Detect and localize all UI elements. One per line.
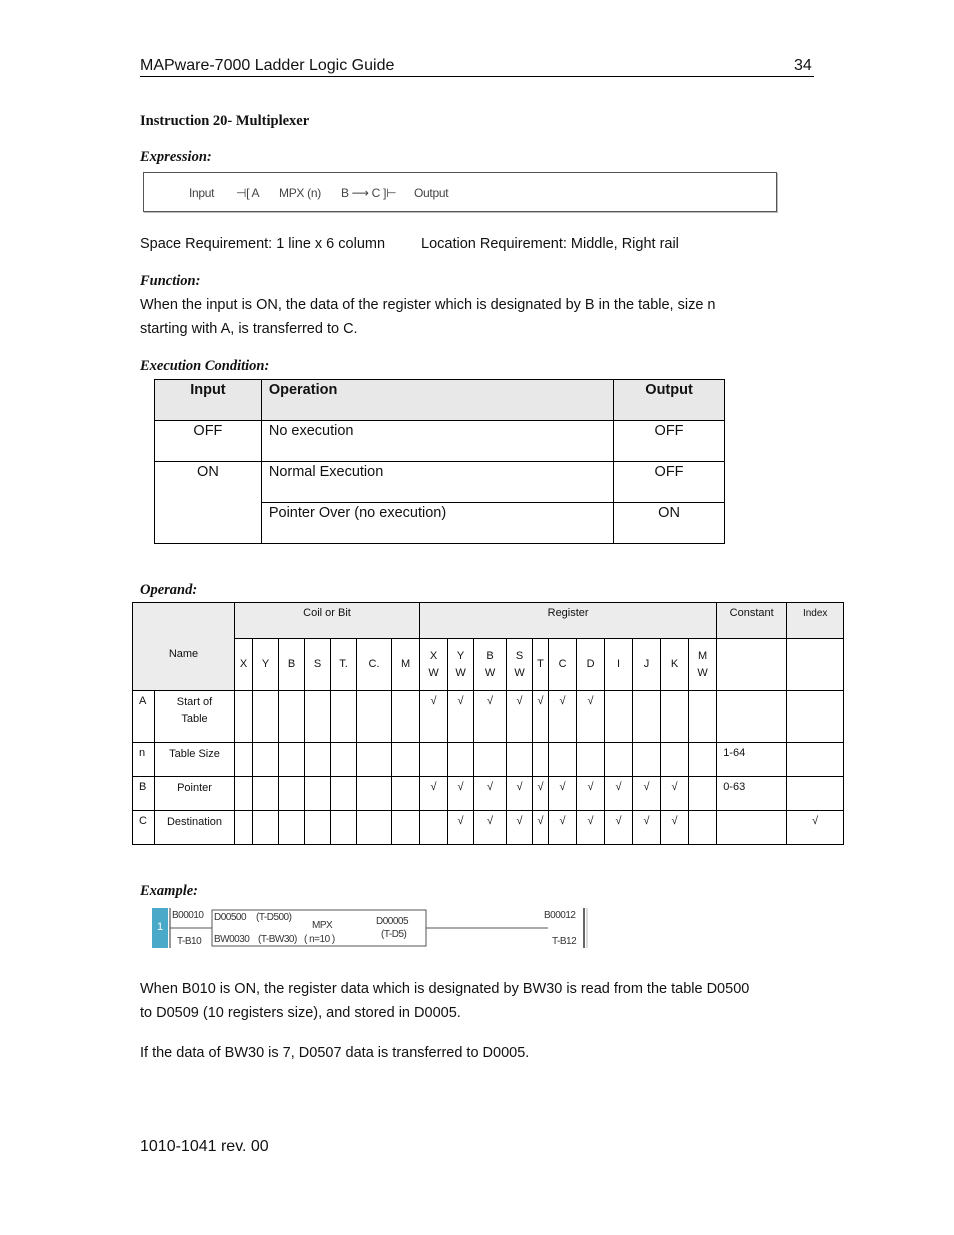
- header-input: Input: [155, 380, 262, 421]
- register-cell: √: [633, 777, 661, 811]
- register-cell: √: [605, 777, 633, 811]
- expr-a: ⊣[ A: [236, 186, 260, 200]
- table-row: [133, 777, 844, 811]
- coil-col-header: C.: [357, 639, 392, 691]
- input-address: B00010: [172, 910, 204, 921]
- coil-col-header: X: [235, 639, 253, 691]
- rung-number: 1: [157, 921, 163, 933]
- register-col-letter: M: [698, 649, 708, 662]
- operand-name: Start of Table: [155, 691, 235, 743]
- index-cell: [787, 691, 844, 743]
- register-cell: √: [577, 777, 605, 811]
- coil-cell: [357, 811, 392, 845]
- register-cell: [507, 743, 533, 777]
- register-cell: √: [507, 811, 533, 845]
- register-cell: √: [507, 691, 533, 743]
- function-name: MPX: [312, 920, 333, 931]
- table-row: [155, 462, 725, 503]
- operand-id: B: [133, 777, 155, 811]
- register-cell: √: [448, 691, 474, 743]
- expr-input: Input: [189, 186, 215, 200]
- register-cell: [689, 777, 717, 811]
- coil-col-header: B: [279, 639, 305, 691]
- coil-cell: [235, 743, 253, 777]
- expr-output: Output: [414, 186, 449, 200]
- register-col-header: [661, 639, 689, 691]
- operand-id: n: [133, 743, 155, 777]
- coil-cell: [253, 777, 279, 811]
- register-col-suffix: W: [428, 666, 439, 679]
- register-cell: √: [661, 777, 689, 811]
- output-tag: T-B12: [552, 936, 577, 947]
- register-cell: [448, 743, 474, 777]
- index-cell: [787, 777, 844, 811]
- register-col-suffix: W: [514, 666, 525, 679]
- register-cell: [533, 743, 549, 777]
- coil-col-header: Y: [253, 639, 279, 691]
- coil-cell: [357, 743, 392, 777]
- operand-name: Table Size: [155, 743, 235, 777]
- footer-revision: 1010-1041 rev. 00: [140, 1138, 269, 1155]
- register-col-suffix: W: [455, 666, 466, 679]
- table-size: ( n=10 ): [304, 934, 335, 945]
- register-col-letter: S: [515, 649, 524, 662]
- operand-id: A: [133, 691, 155, 743]
- register-cell: [577, 743, 605, 777]
- register-cell: √: [533, 811, 549, 845]
- cell-operation: Normal Execution: [261, 462, 613, 503]
- coil-cell: [305, 811, 331, 845]
- register-cell: √: [577, 691, 605, 743]
- coil-cell: [279, 777, 305, 811]
- register-col-header: [474, 639, 507, 691]
- register-cell: √: [533, 777, 549, 811]
- register-col-letter: Y: [456, 649, 465, 662]
- register-cell: [633, 743, 661, 777]
- table-row: [133, 811, 844, 845]
- expression-heading: Expression:: [140, 149, 212, 165]
- register-cell: √: [633, 811, 661, 845]
- register-col-letter: X: [429, 649, 438, 662]
- constant-cell: [717, 811, 787, 845]
- register-col-header: [633, 639, 661, 691]
- register-col-letter: J: [643, 658, 650, 670]
- coil-cell: [331, 811, 357, 845]
- output-address: B00012: [544, 910, 576, 921]
- operand-name: Pointer: [155, 777, 235, 811]
- coil-cell: [235, 811, 253, 845]
- register-col-header: [507, 639, 533, 691]
- coil-cell: [253, 691, 279, 743]
- coil-col-header: S: [305, 639, 331, 691]
- operand-group-row: [133, 603, 844, 639]
- register-cell: √: [533, 691, 549, 743]
- register-cell: √: [507, 777, 533, 811]
- register-col-letter: K: [670, 658, 679, 670]
- register-header: Register: [420, 603, 717, 639]
- input-tag: T-B10: [177, 936, 202, 947]
- function-heading: Function:: [140, 273, 201, 289]
- register-cell: √: [605, 811, 633, 845]
- register-cell: √: [448, 777, 474, 811]
- document-title: MAPware-7000 Ladder Logic Guide: [140, 57, 395, 74]
- register-cell: [661, 691, 689, 743]
- example-description-2: If the data of BW30 is 7, D0507 data is transferred to D0005.: [140, 1045, 530, 1061]
- example-description-line2: to D0509 (10 registers size), and stored in D0005.: [140, 1005, 461, 1021]
- coil-or-bit-header: Coil or Bit: [235, 603, 420, 639]
- coil-cell: [392, 777, 420, 811]
- register-col-header: [689, 639, 717, 691]
- register-cell: √: [474, 691, 507, 743]
- header-output: Output: [614, 380, 725, 421]
- register-col-letter: C: [558, 658, 567, 670]
- coil-col-header: T.: [331, 639, 357, 691]
- page-number: 34: [794, 57, 812, 74]
- constant-header: Constant: [717, 603, 787, 639]
- register-cell: [605, 743, 633, 777]
- register-cell: [420, 811, 448, 845]
- register-col-header: [448, 639, 474, 691]
- table-header-row: [155, 380, 725, 421]
- coil-cell: [279, 743, 305, 777]
- register-col-suffix: W: [697, 666, 708, 679]
- register-cell: [633, 691, 661, 743]
- constant-cell: [717, 691, 787, 743]
- coil-cell: [279, 811, 305, 845]
- register-cell: [689, 691, 717, 743]
- execution-table: [154, 379, 725, 544]
- example-description-line1: When B010 is ON, the register data which is designated by BW30 is read from the table D0500: [140, 981, 750, 997]
- table-row: [155, 421, 725, 462]
- index-cell: [787, 743, 844, 777]
- index-header: Index: [787, 603, 844, 639]
- coil-cell: [279, 691, 305, 743]
- coil-cell: [305, 743, 331, 777]
- register-col-header: [577, 639, 605, 691]
- coil-cell: [392, 691, 420, 743]
- b-tag: (T-BW30): [258, 934, 297, 945]
- a-register: D00500: [214, 912, 247, 923]
- operand-id: C: [133, 811, 155, 845]
- coil-cell: [253, 743, 279, 777]
- register-col-suffix: W: [484, 666, 496, 679]
- cell-output: OFF: [614, 421, 725, 462]
- register-cell: [474, 743, 507, 777]
- instruction-title: Instruction 20- Multiplexer: [140, 113, 310, 129]
- cell-output: OFF: [614, 462, 725, 503]
- operand-heading: Operand:: [140, 582, 198, 598]
- register-col-letter: I: [617, 658, 621, 670]
- register-cell: √: [661, 811, 689, 845]
- header-rule: [140, 76, 814, 77]
- register-col-letter: D: [586, 658, 595, 670]
- cell-input: OFF: [155, 421, 262, 462]
- cell-operation: No execution: [261, 421, 613, 462]
- index-subheader: [787, 639, 844, 691]
- b-register: BW0030: [214, 934, 250, 945]
- coil-cell: [392, 743, 420, 777]
- register-cell: √: [420, 777, 448, 811]
- constant-cell: 1-64: [717, 743, 787, 777]
- register-col-header: [605, 639, 633, 691]
- register-cell: √: [549, 811, 577, 845]
- constant-subheader: [717, 639, 787, 691]
- register-col-letter: T: [537, 658, 544, 670]
- register-cell: √: [577, 811, 605, 845]
- register-col-letter: B: [486, 649, 494, 662]
- register-cell: √: [474, 811, 507, 845]
- register-cell: [549, 743, 577, 777]
- ladder-diagram: [152, 906, 592, 950]
- coil-col-header: M: [392, 639, 420, 691]
- register-cell: √: [474, 777, 507, 811]
- operand-name-header: [133, 603, 235, 691]
- index-cell: √: [787, 811, 844, 845]
- expr-b-c: B ⟶ C ]⊢: [341, 186, 397, 200]
- cell-operation: Pointer Over (no execution): [261, 503, 613, 544]
- table-row: [133, 743, 844, 777]
- function-text-line1: When the input is ON, the data of the register which is designated by B in the table, size n: [140, 297, 716, 313]
- coil-cell: [305, 777, 331, 811]
- coil-cell: [235, 777, 253, 811]
- register-cell: √: [420, 691, 448, 743]
- c-register: D00005: [376, 916, 409, 927]
- operand-name: Destination: [155, 811, 235, 845]
- register-cell: [689, 743, 717, 777]
- constant-cell: 0-63: [717, 777, 787, 811]
- expr-mpx: MPX (n): [279, 186, 321, 200]
- function-text-line2: starting with A, is transferred to C.: [140, 321, 358, 337]
- operand-table: [132, 602, 844, 845]
- register-cell: √: [549, 777, 577, 811]
- cell-input: ON: [155, 462, 262, 544]
- cell-output: ON: [614, 503, 725, 544]
- header-operation: Operation: [261, 380, 613, 421]
- register-cell: [689, 811, 717, 845]
- coil-cell: [357, 777, 392, 811]
- expression-box: [143, 172, 777, 212]
- register-col-header: [549, 639, 577, 691]
- register-col-header: [420, 639, 448, 691]
- coil-cell: [357, 691, 392, 743]
- register-col-header: [533, 639, 549, 691]
- register-cell: √: [448, 811, 474, 845]
- coil-cell: [331, 691, 357, 743]
- coil-cell: [305, 691, 331, 743]
- coil-cell: [331, 777, 357, 811]
- table-row: [133, 691, 844, 743]
- operand-subheader-row: [133, 639, 844, 691]
- name-header-label: Name: [168, 648, 199, 660]
- coil-cell: [253, 811, 279, 845]
- example-heading: Example:: [140, 883, 198, 899]
- c-tag: (T-D5): [381, 929, 407, 940]
- register-cell: [420, 743, 448, 777]
- a-tag: (T-D500): [256, 912, 292, 923]
- coil-cell: [331, 743, 357, 777]
- register-cell: [605, 691, 633, 743]
- register-cell: [661, 743, 689, 777]
- location-requirement: Location Requirement: Middle, Right rail: [421, 236, 679, 252]
- space-requirement: Space Requirement: 1 line x 6 column: [140, 236, 386, 252]
- execution-heading: Execution Condition:: [140, 358, 270, 374]
- coil-cell: [392, 811, 420, 845]
- register-cell: √: [549, 691, 577, 743]
- coil-cell: [235, 691, 253, 743]
